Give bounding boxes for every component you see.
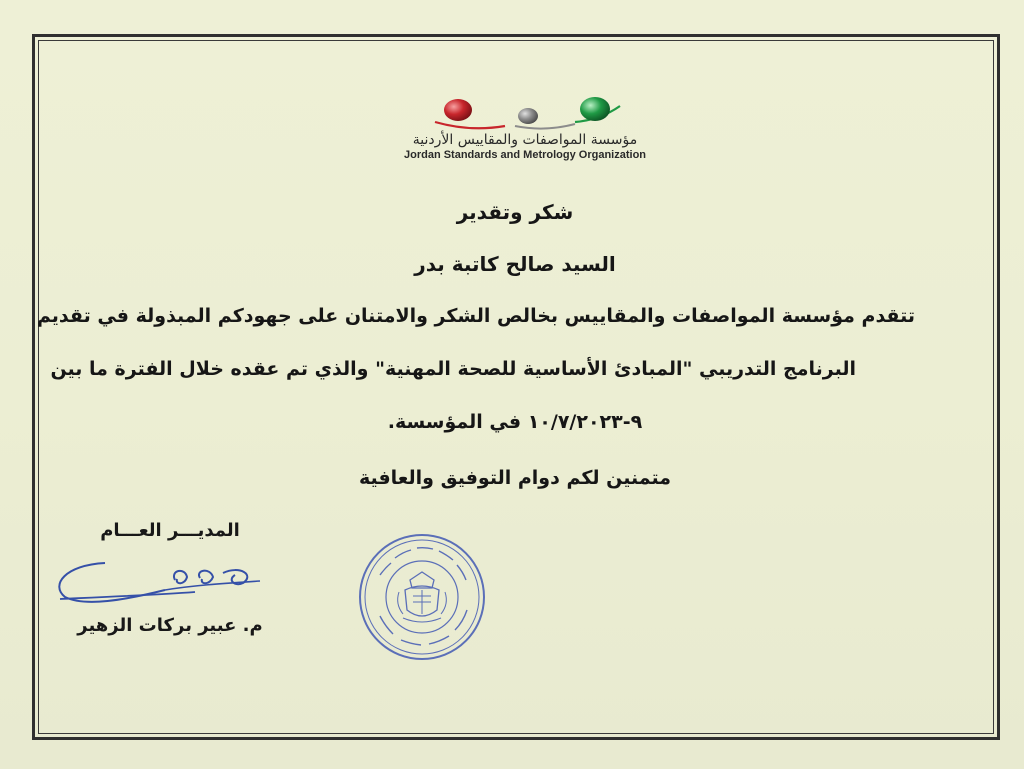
- handwritten-signature: [45, 545, 275, 615]
- logo-english-name: Jordan Standards and Metrology Organization: [403, 149, 647, 161]
- signatory-name: م. عبير بركات الزهير: [77, 615, 263, 636]
- signatory-title: المديـــر العـــام: [100, 520, 240, 541]
- body-line-2: البرنامج التدريبي "المبادئ الأساسية للصحة المهنية" والذي تم عقده خلال الفترة ما بين: [50, 358, 856, 380]
- logo-spheres-icon: [425, 92, 625, 132]
- recipient-name: السيد صالح كاتبة بدر: [414, 252, 616, 276]
- official-stamp-seal: [355, 530, 490, 665]
- body-line-1: تتقدم مؤسسة المواصفات والمقاييس بخالص الشكر والامتنان على جهودكم المبذولة في تقديم: [36, 305, 915, 327]
- logo-arabic-name: مؤسسة المواصفات والمقاييس الأردنية: [412, 132, 638, 148]
- body-line-3: ٩-١٠/٧/٢٠٢٣ في المؤسسة.: [387, 411, 643, 433]
- certificate-title: شكر وتقدير: [456, 200, 574, 224]
- organization-logo: [380, 92, 670, 182]
- closing-wish: متمنين لكم دوام التوفيق والعافية: [358, 467, 672, 489]
